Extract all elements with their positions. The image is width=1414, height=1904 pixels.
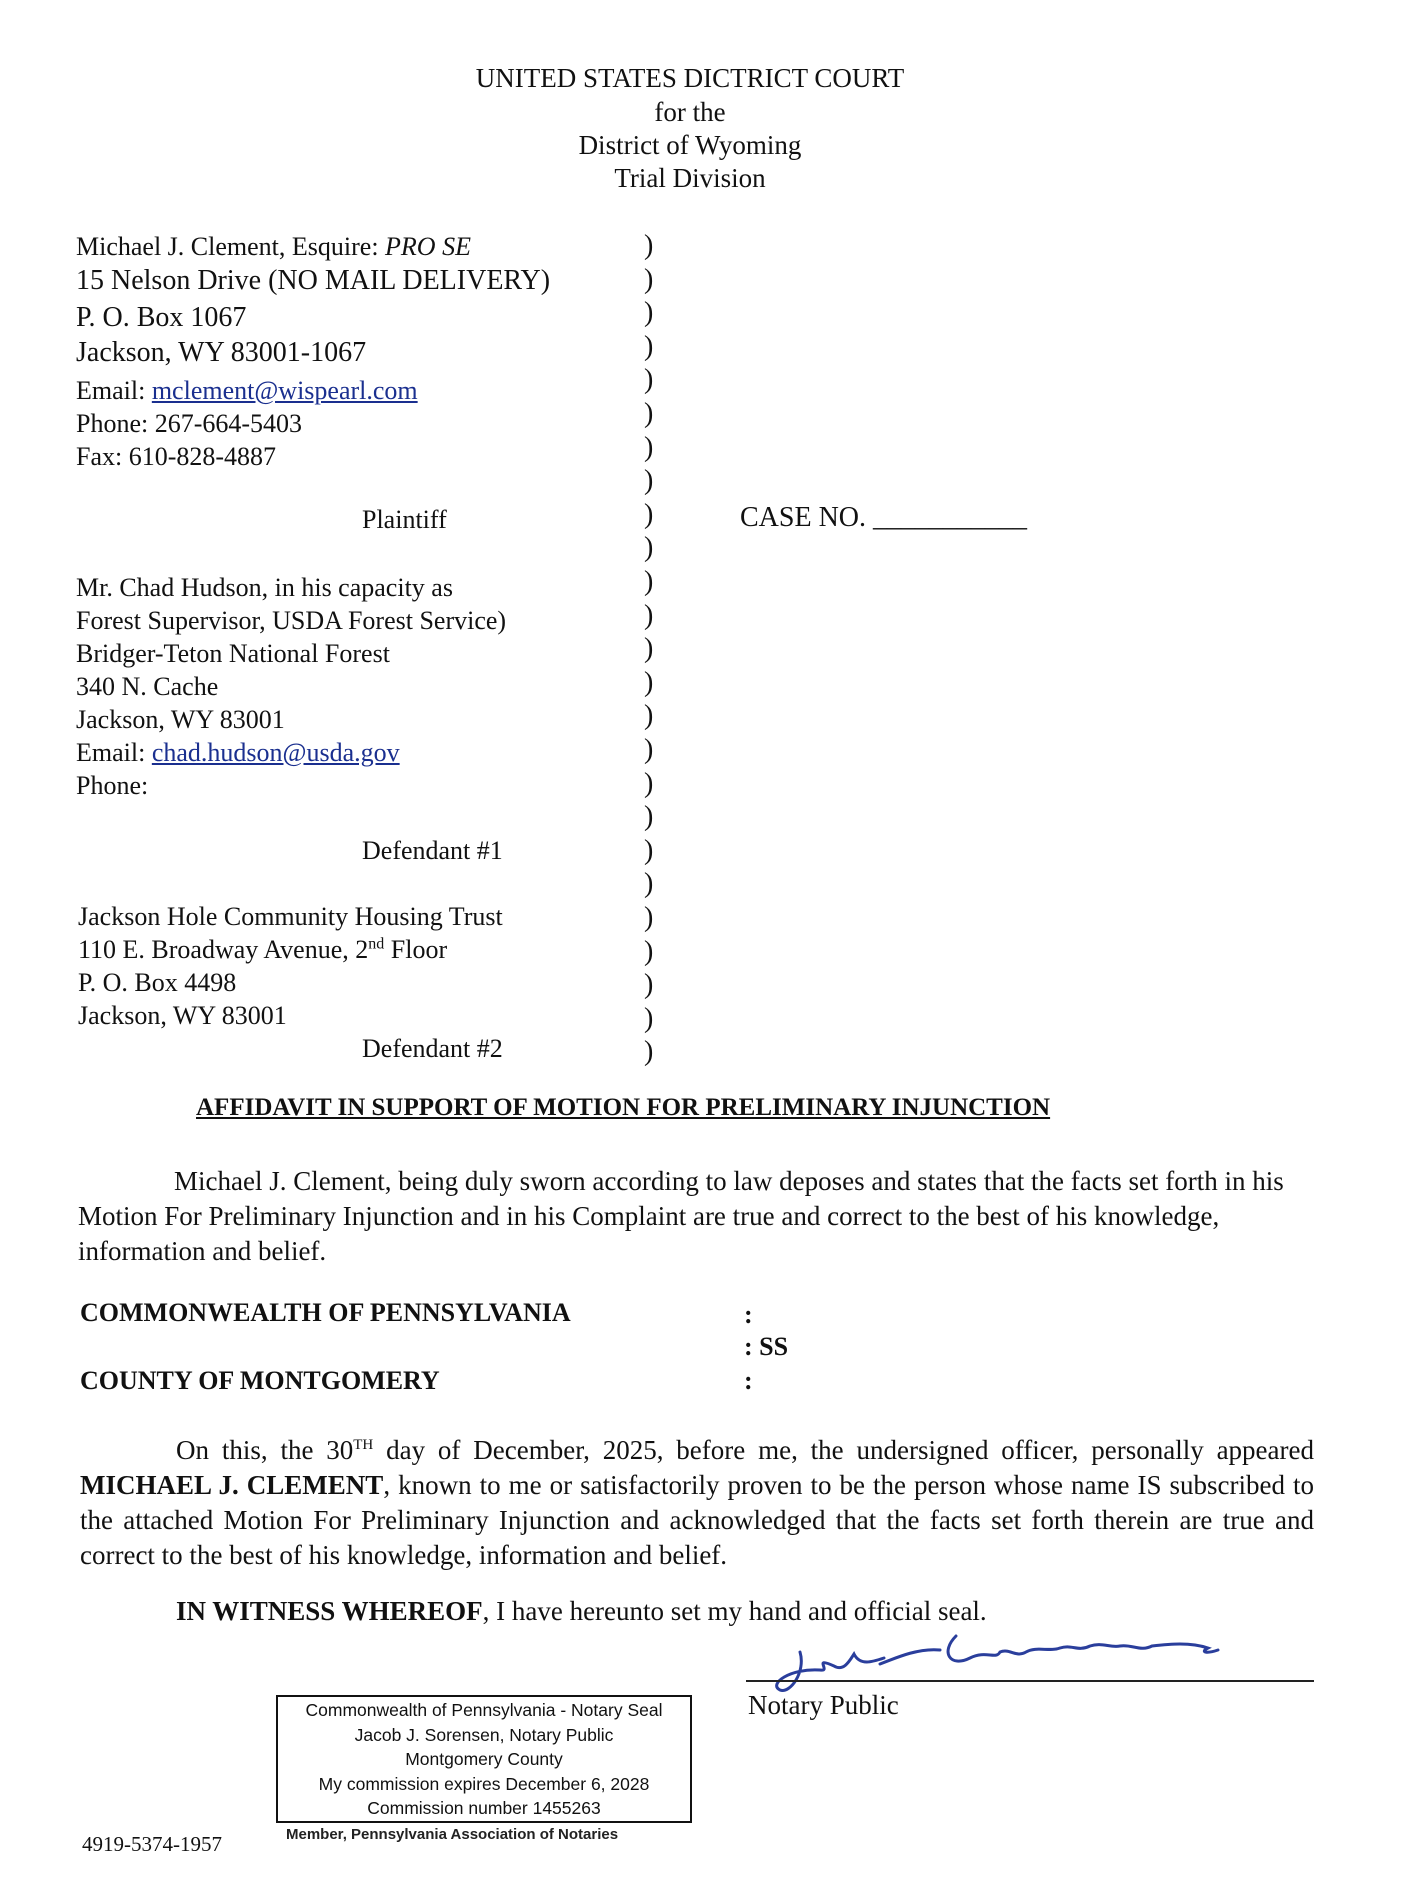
case-number-label: CASE NO. — [740, 502, 867, 533]
court-name: UNITED STATES DICTRICT COURT — [475, 63, 905, 93]
caption-parenthesis: ) — [644, 633, 654, 665]
notary-paragraph-part2: day of December, 2025, before me, the undersigned officer, personally appeared — [373, 1435, 1314, 1465]
court-district: District of Wyoming — [578, 130, 802, 160]
caption-parenthesis: ) — [644, 700, 654, 732]
caption-parenthesis: ) — [644, 969, 654, 1001]
caption-parenthesis: ) — [644, 230, 654, 261]
caption-parenthesis: ) — [644, 364, 654, 396]
plaintiff-email — [76, 376, 418, 406]
defendant1-email-label: Email: — [76, 738, 152, 767]
defendant2-role: Defendant #2 — [362, 1034, 503, 1063]
defendant2-line3: P. O. Box 4498 — [78, 968, 237, 997]
plaintiff-name-text: Michael J. Clement, Esquire: — [76, 232, 386, 261]
defendant1-line3: Bridger-Teton National Forest — [76, 639, 390, 668]
caption-parenthesis: ) — [644, 599, 654, 631]
notary-paragraph-part3: , known to me or satisfactorily proven to be the person whose name IS subscribed to the attached Motion For Preliminary Injunction and acknowledged that the facts set forth therein are true and correct to the best of his knowledge, information and belief. — [80, 1470, 1314, 1570]
plaintiff-role: Plaintiff — [362, 505, 447, 534]
venue-state: COMMONWEALTH OF PENNSYLVANIA — [80, 1298, 571, 1327]
stamp-line-commonwealth: Commonwealth of Pennsylvania - Notary Seal — [305, 1700, 663, 1720]
caption-parenthesis: ) — [644, 297, 654, 329]
caption-parenthesis: ) — [644, 801, 654, 833]
defendant1-line2: Forest Supervisor, USDA Forest Service) — [76, 606, 507, 635]
caption-parenthesis: ) — [644, 566, 654, 597]
defendant2-line2 — [78, 935, 447, 965]
caption-parenthesis: ) — [644, 902, 654, 933]
stamp-membership: Member, Pennsylvania Association of Notaries — [286, 1826, 619, 1843]
plaintiff-name — [76, 232, 471, 262]
caption-parenthesis: ) — [644, 868, 654, 900]
caption-parenthesis: ) — [644, 834, 654, 866]
witness-heading: IN WITNESS WHEREOF — [176, 1596, 483, 1626]
affidavit-paragraph: Michael J. Clement, being duly sworn according to law deposes and states that the facts set forth in his Motion For Preliminary Injunction and in his Complaint are true and correct to the best of his knowledge, information and belief. — [78, 1166, 1284, 1266]
witness-text: , I have hereunto set my hand and official seal. — [482, 1596, 987, 1626]
plaintiff-phone: Phone: 267-664-5403 — [76, 409, 303, 438]
defendant1-line4: 340 N. Cache — [76, 672, 219, 701]
caption-parenthesis: ) — [644, 398, 654, 429]
document-id: 4919-5374-1957 — [82, 1832, 222, 1856]
signature-line — [746, 1680, 1314, 1682]
caption-parenthesis: ) — [644, 935, 654, 967]
defendant1-phone: Phone: — [76, 771, 149, 800]
stamp-line-notary-name: Jacob J. Sorensen, Notary Public — [354, 1724, 614, 1745]
venue-ss: : SS — [744, 1332, 789, 1361]
defendant1-role: Defendant #1 — [362, 836, 503, 865]
defendant2-line2-floor: Floor — [384, 935, 448, 964]
caption-parenthesis: ) — [644, 734, 654, 765]
plaintiff-email-link[interactable]: mclement@wispearl.com — [151, 376, 418, 405]
defendant2-line2-text: 110 E. Broadway Avenue, 2 — [78, 935, 369, 964]
plaintiff-city: Jackson, WY 83001-1067 — [76, 337, 367, 368]
notary-paragraph — [80, 1428, 1314, 1573]
notary-day-suffix: TH — [353, 1437, 374, 1453]
defendant1-line5: Jackson, WY 83001 — [76, 705, 285, 734]
case-number — [740, 502, 1027, 534]
case-number-blank: ___________ — [873, 502, 1028, 533]
plaintiff-pobox: P. O. Box 1067 — [76, 302, 247, 333]
notary-paragraph-part1: On this, the 30 — [176, 1435, 354, 1465]
caption-parenthesis: ) — [644, 431, 654, 463]
stamp-line-expiry: My commission expires December 6, 2028 — [318, 1773, 650, 1794]
defendant2-ordinal-suffix: nd — [368, 935, 385, 953]
caption-parenthesis: ) — [644, 1036, 654, 1068]
venue-colon-bottom: : — [744, 1366, 753, 1395]
plaintiff-fax: Fax: 610-828-4887 — [76, 442, 277, 471]
plaintiff-email-label: Email: — [76, 376, 152, 405]
plaintiff-address: 15 Nelson Drive (NO MAIL DELIVERY) — [76, 265, 551, 296]
pro-se-label: PRO SE — [385, 232, 471, 261]
defendant1-email-link[interactable]: chad.hudson@usda.gov — [151, 738, 400, 767]
defendant1-email — [76, 738, 400, 768]
caption-parenthesis: ) — [644, 532, 654, 564]
stamp-line-county: Montgomery County — [405, 1749, 563, 1769]
venue-county: COUNTY OF MONTGOMERY — [80, 1366, 440, 1395]
affidavit-title: AFFIDAVIT IN SUPPORT OF MOTION FOR PRELIMINARY INJUNCTION — [196, 1094, 1051, 1121]
affiant-name: MICHAEL J. CLEMENT — [80, 1470, 384, 1500]
notary-seal-stamp — [276, 1695, 692, 1823]
caption-parenthesis: ) — [644, 498, 654, 530]
defendant2-line1: Jackson Hole Community Housing Trust — [78, 902, 503, 931]
caption-parenthesis: ) — [644, 330, 654, 362]
caption-parenthesis: ) — [644, 263, 654, 295]
caption-parenthesis: ) — [644, 465, 654, 497]
defendant2-line4: Jackson, WY 83001 — [78, 1001, 287, 1030]
court-division: Trial Division — [614, 163, 766, 193]
venue-colon-top: : — [744, 1300, 753, 1329]
stamp-line-commission-number: Commission number 1455263 — [367, 1798, 601, 1818]
court-for-the: for the — [654, 97, 726, 127]
notary-public-label: Notary Public — [748, 1690, 899, 1720]
caption-parenthesis: ) — [644, 767, 654, 799]
defendant1-line1: Mr. Chad Hudson, in his capacity as — [76, 573, 453, 602]
caption-parenthesis: ) — [644, 1002, 654, 1034]
caption-parenthesis: ) — [644, 666, 654, 698]
